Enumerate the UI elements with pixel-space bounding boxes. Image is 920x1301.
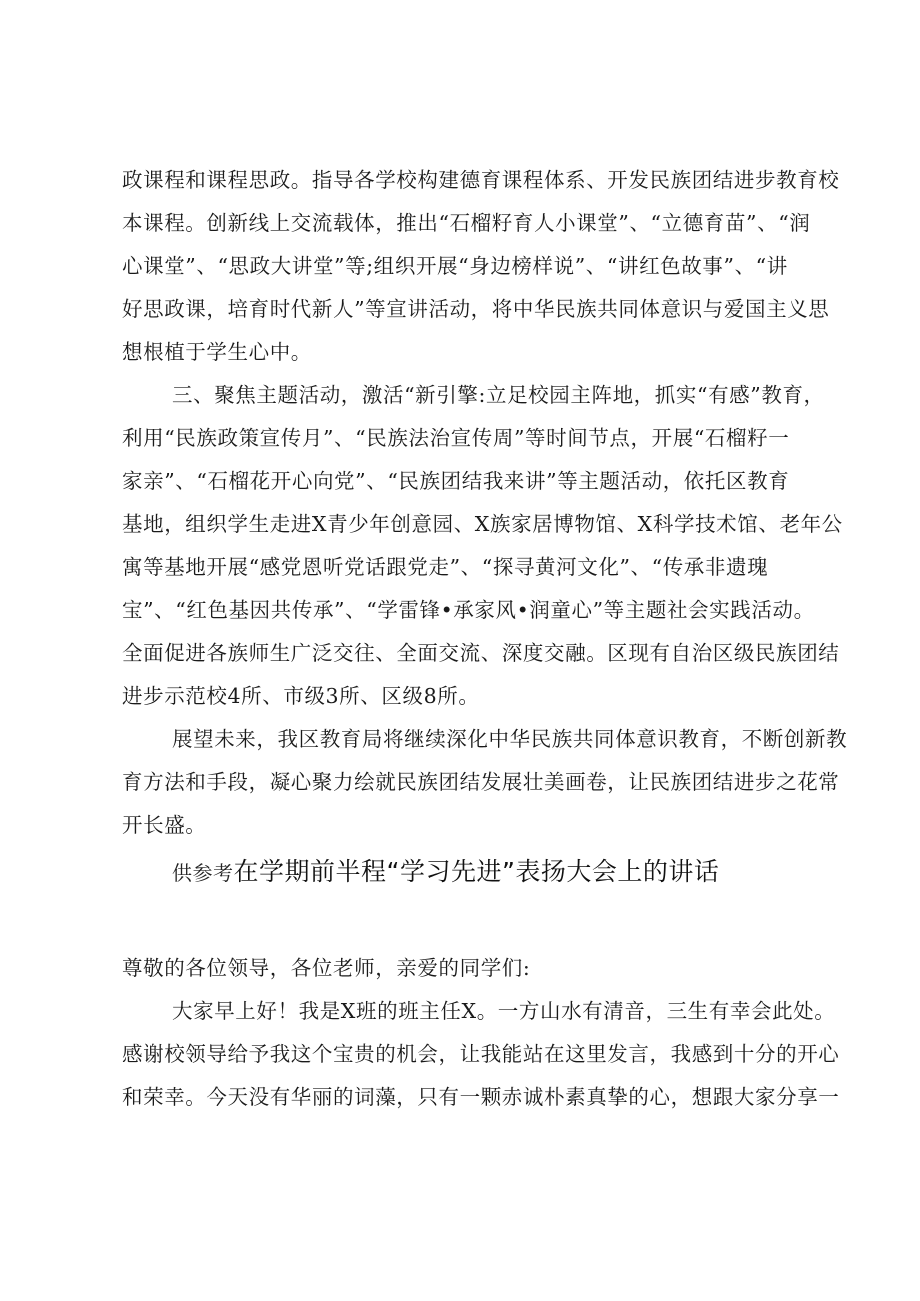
paragraph-4-line-2: 感谢校领导给予我这个宝贵的机会，让我能站在这里发言，我感到十分的开心 xyxy=(122,1042,840,1066)
paragraph-2-line-5: 寓等基地开展“感党恩听党话跟党走”、“探寻黄河文化”、“传承非遗瑰 xyxy=(122,555,769,579)
paragraph-4-line-1: 大家早上好！我是X班的班主任X。一方山水有清音，三生有幸会此处。 xyxy=(172,999,836,1023)
paragraph-2-line-7: 全面促进各族师生广泛交往、全面交流、深度交融。区现有自治区级民族团结 xyxy=(122,641,840,665)
paragraph-2-line-3: 家亲”、“石榴花开心向党”、“民族团结我来讲”等主题活动，依托区教育 xyxy=(122,469,790,493)
paragraph-2-line-6: 宝”、“红色基因共传承”、“学雷锋•承家风•润童心”等主题社会实践活动。 xyxy=(122,598,815,622)
paragraph-1-line-2: 本课程。创新线上交流载体，推出“石榴籽育人小课堂”、“立德育苗”、“润 xyxy=(122,211,811,235)
paragraph-3-line-3: 开长盛。 xyxy=(122,813,207,837)
paragraph-2-line-2: 利用“民族政策宣传月”、“民族法治宣传周”等时间节点，开展“石榴籽一 xyxy=(122,426,790,450)
paragraph-1-line-5: 想根植于学生心中。 xyxy=(122,340,312,364)
paragraph-4-line-3: 和荣幸。今天没有华丽的词藻，只有一颗赤诚朴素真挚的心，想跟大家分享一 xyxy=(122,1085,840,1109)
paragraph-2-line-8: 进步示范校4所、市级3所、区级8所。 xyxy=(122,684,480,708)
speech-title xyxy=(172,852,719,888)
reference-label: 供参考 xyxy=(172,861,234,885)
paragraph-1-line-3: 心课堂”、“思政大讲堂”等;组织开展“身边榜样说”、“讲红色故事”、“讲 xyxy=(122,254,788,278)
paragraph-3-line-1: 展望未来，我区教育局将继续深化中华民族共同体意识教育，不断创新教 xyxy=(172,727,848,751)
paragraph-1-line-4: 好思政课，培育时代新人”等宣讲活动，将中华民族共同体意识与爱国主义思 xyxy=(122,297,830,321)
salutation: 尊敬的各位领导，各位老师，亲爱的同学们: xyxy=(122,956,531,980)
paragraph-2-line-1: 三、聚焦主题活动，激活“新引擎:立足校园主阵地，抓实“有感”教育， xyxy=(172,383,825,407)
paragraph-3-line-2: 育方法和手段，凝心聚力绘就民族团结发展壮美画卷，让民族团结进步之花常 xyxy=(122,770,840,794)
speech-title-text: 在学期前半程“学习先进”表扬大会上的讲话 xyxy=(233,857,720,886)
paragraph-2-line-4: 基地，组织学生走进X青少年创意园、X族家居博物馆、X科学技术馆、老年公 xyxy=(122,512,843,536)
paragraph-1-line-1: 政课程和课程思政。指导各学校构建德育课程体系、开发民族团结进步教育校 xyxy=(122,168,840,192)
